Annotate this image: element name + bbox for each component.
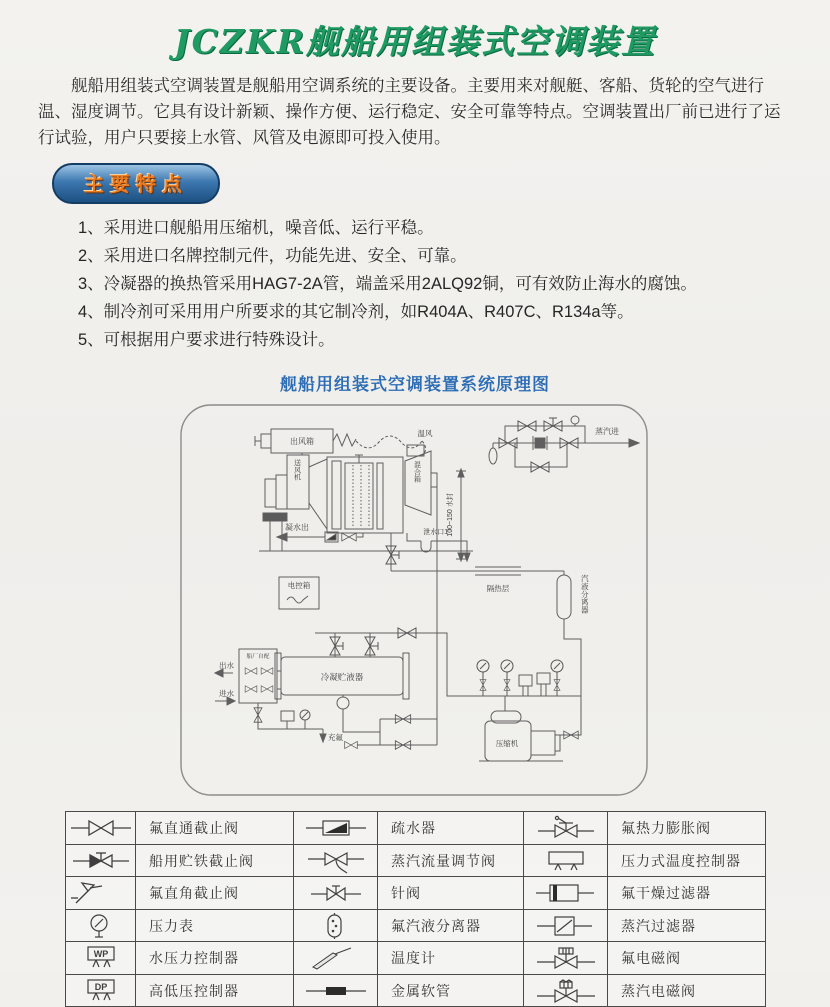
dp-symbol-text: DP xyxy=(94,981,107,992)
legend-row xyxy=(66,909,766,942)
legend-label: 船用贮铁截止阀 xyxy=(136,844,294,877)
legend-label: 氟汽液分离器 xyxy=(378,909,524,942)
features-badge-row xyxy=(52,163,830,204)
legend-label: 氟电磁阀 xyxy=(608,942,766,975)
label-compressor: 压缩机 xyxy=(495,739,519,749)
label-drain-port: 泄水口1" xyxy=(423,529,451,537)
legend-label: 氟直角截止阀 xyxy=(136,877,294,910)
steam-flow-regulating-valve-icon xyxy=(294,844,378,877)
piping-lines xyxy=(215,416,639,761)
label-water-in: 进水 xyxy=(219,689,234,699)
feature-item: 3、冷凝器的换热管采用HAG7-2A管，端盖采用2ALQ92铜，可有效防止海水的腐蚀。 xyxy=(78,275,697,294)
feature-item: 5、可根据用户要求进行特殊设计。 xyxy=(78,331,335,350)
features-list xyxy=(78,214,830,354)
legend-label: 氟热力膨胀阀 xyxy=(608,812,766,845)
thermometer-icon xyxy=(294,942,378,975)
label-steam-in: 蒸汽进 xyxy=(595,427,619,437)
system-schematic xyxy=(175,401,655,799)
label-water-out: 出水 xyxy=(219,661,234,671)
legend-label: 针阀 xyxy=(378,877,524,910)
label-insulation-layer: 隔热层 xyxy=(486,584,510,594)
label-supply-fan: 送风机 xyxy=(294,460,301,483)
page-title: JCZKR舰船用组装式空调装置 xyxy=(173,22,657,61)
legend-label: 蒸汽电磁阀 xyxy=(608,974,766,1007)
label-mixing-box: 混合箱 xyxy=(414,462,421,485)
legend-label: 金属软管 xyxy=(378,974,524,1007)
label-air-outlet-box: 出风箱 xyxy=(290,437,314,447)
legend-label: 氟直通截止阀 xyxy=(136,812,294,845)
metal-hose-icon xyxy=(294,974,378,1007)
steam-solenoid-valve-icon xyxy=(524,974,608,1007)
high-low-pressure-controller-icon xyxy=(66,974,136,1007)
legend-row xyxy=(66,812,766,845)
legend-label: 温度计 xyxy=(378,942,524,975)
solenoid-valve-icon xyxy=(524,942,608,975)
label-condenser-receiver: 冷凝贮液器 xyxy=(320,672,364,683)
feature-item: 2、采用进口名牌控制元件，功能先进、安全、可靠。 xyxy=(78,247,467,266)
pressure-temperature-controller-icon xyxy=(524,844,608,877)
legend-label: 蒸汽过滤器 xyxy=(608,909,766,942)
marine-stop-valve-icon xyxy=(66,844,136,877)
label-charge-refrigerant: 充氟 xyxy=(328,733,343,743)
needle-valve-icon xyxy=(294,877,378,910)
label-condensate-out: 凝水出 xyxy=(285,523,309,533)
legend-row xyxy=(66,844,766,877)
pressure-gauge-icon xyxy=(66,909,136,942)
label-vapor-liquid-separator: 汽液分离器 xyxy=(581,574,589,615)
legend-row xyxy=(66,942,766,975)
legend-row xyxy=(66,877,766,910)
legend-label: 水压力控制器 xyxy=(136,942,294,975)
legend-label: 疏水器 xyxy=(378,812,524,845)
legend-label: 高低压控制器 xyxy=(136,974,294,1007)
steam-trap-icon xyxy=(294,812,378,845)
label-warm-air: 温风 xyxy=(417,429,433,439)
legend-table xyxy=(65,811,766,1007)
wp-symbol-text: WP xyxy=(93,949,108,960)
legend-label: 蒸汽流量调节阀 xyxy=(378,844,524,877)
label-shipyard-supplied: 船厂自配 xyxy=(246,654,270,661)
legend-label: 氟干燥过滤器 xyxy=(608,877,766,910)
feature-item: 4、制冷剂可采用用户所要求的其它制冷剂，如R404A、R407C、R134a等。 xyxy=(78,303,634,322)
water-pressure-controller-icon xyxy=(66,942,136,975)
angle-valve-icon xyxy=(66,877,136,910)
drier-filter-icon xyxy=(524,877,608,910)
vapor-liquid-separator-icon xyxy=(294,909,378,942)
label-water-seal: 100~150 水封 xyxy=(447,493,454,538)
label-electric-control-box: 电控箱 xyxy=(287,581,311,591)
diagram-title: 舰船用组装式空调装置系统原理图 xyxy=(280,375,550,395)
thermal-expansion-valve-icon xyxy=(524,812,608,845)
intro-paragraph: 舰船用组装式空调装置是舰船用空调系统的主要设备。主要用来对舰艇、客船、货轮的空气进行温、湿度调节。它具有设计新颖、操作方便、运行稳定、安全可靠等特点。空调装置出厂前已进行了运行试验，用户只要接上水管、风管及电源即可投入使用。 xyxy=(38,77,781,148)
feature-item: 1、采用进口舰船用压缩机，噪音低、运行平稳。 xyxy=(78,219,434,238)
globe-valve-icon xyxy=(66,812,136,845)
legend-row xyxy=(66,974,766,1007)
legend-label: 压力表 xyxy=(136,909,294,942)
steam-filter-icon xyxy=(524,909,608,942)
features-badge: 主要特点 xyxy=(52,163,220,204)
legend-label: 压力式温度控制器 xyxy=(608,844,766,877)
schematic-svg xyxy=(175,401,655,799)
